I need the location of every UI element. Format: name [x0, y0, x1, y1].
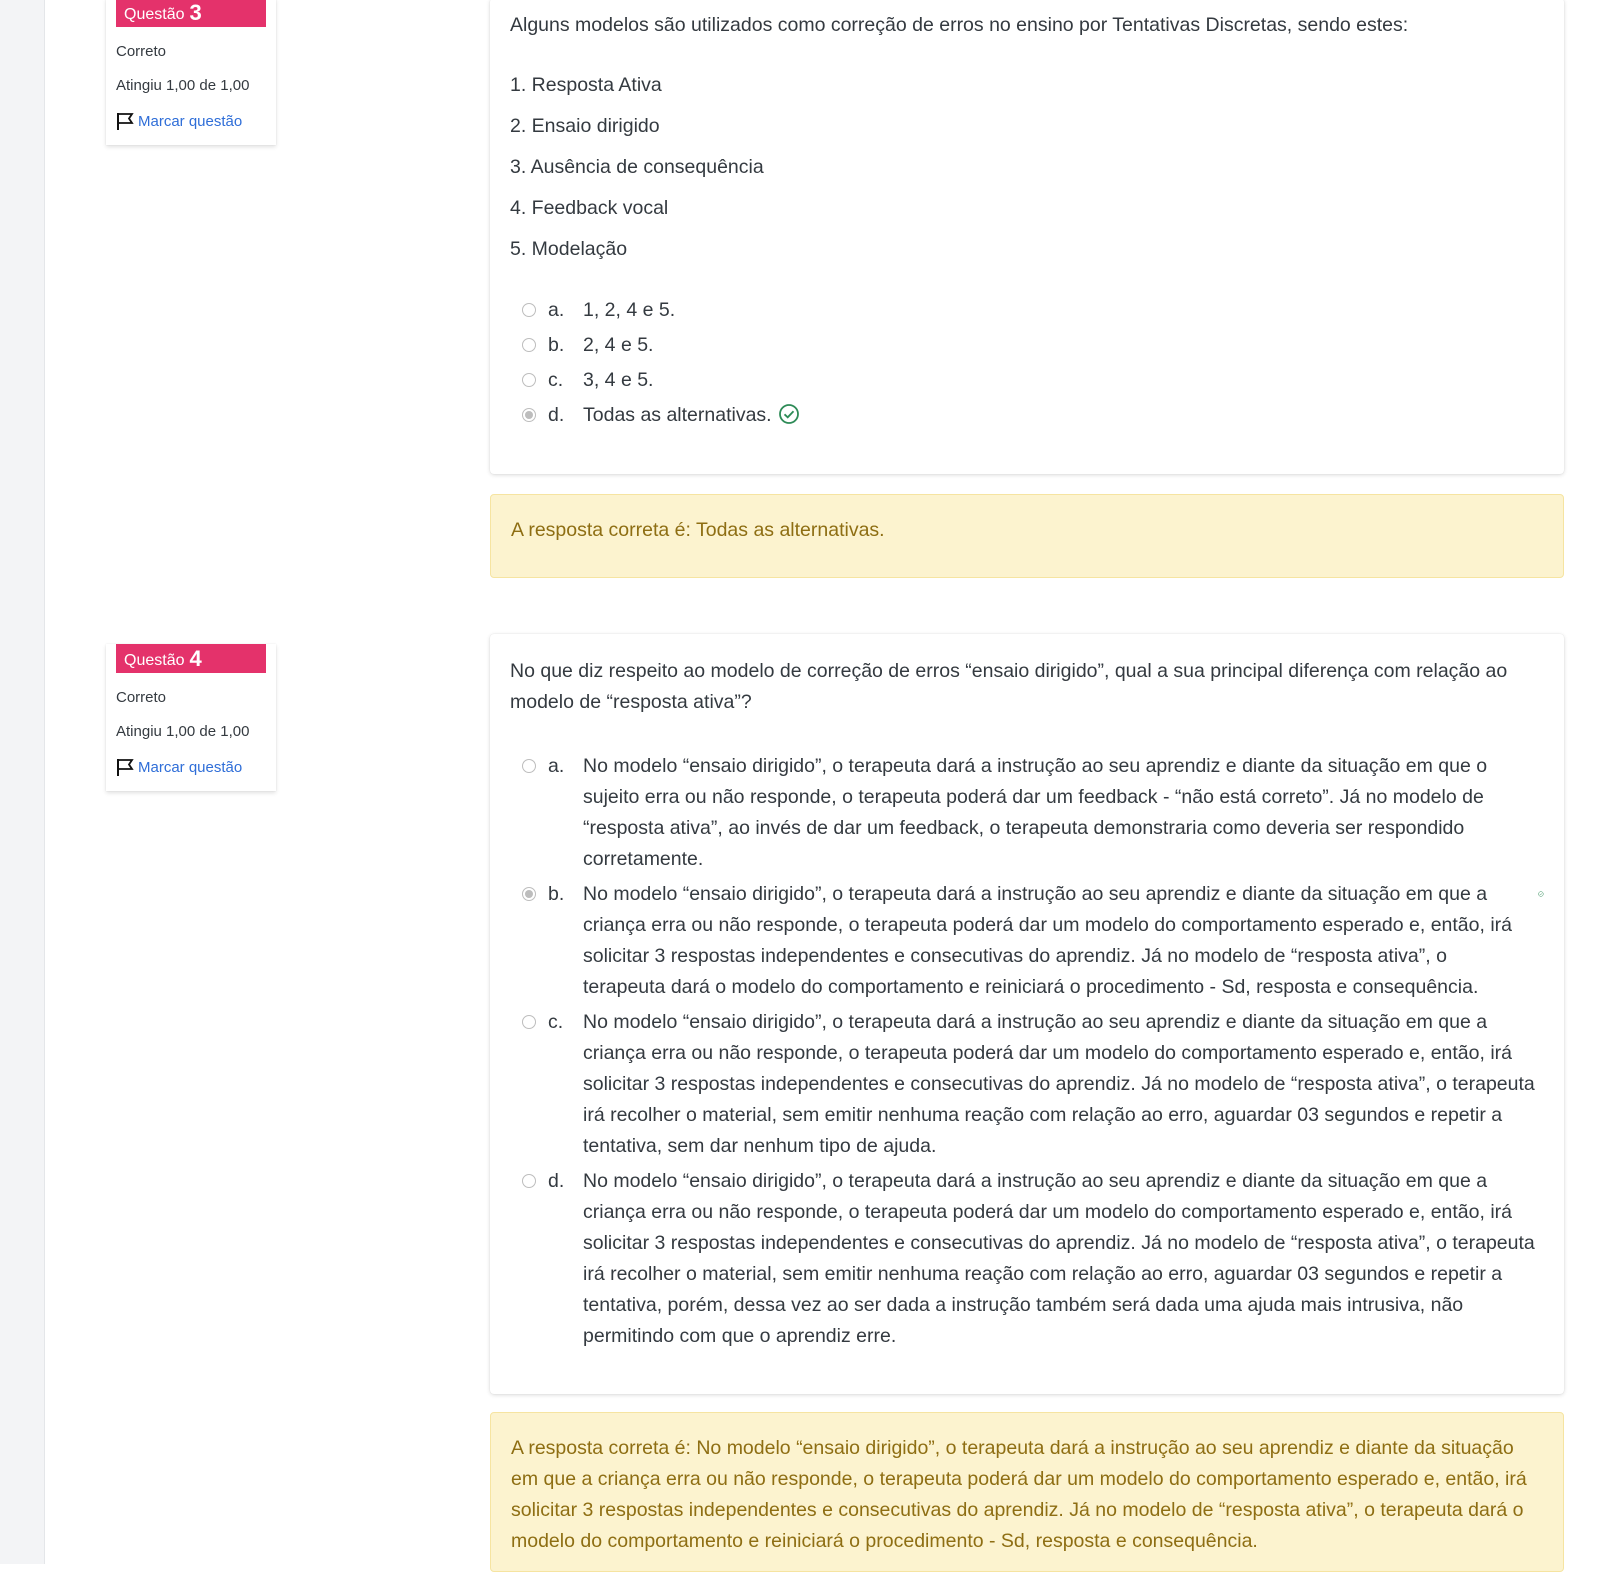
question-3-grade: Atingiu 1,00 de 1,00: [116, 77, 250, 94]
list-item: 4. Feedback vocal: [510, 197, 669, 219]
check-circle-icon: [778, 403, 800, 425]
question-4-badge: [116, 644, 266, 673]
answer-letter: d.: [548, 404, 565, 426]
answer-letter: a.: [548, 299, 565, 321]
answer-text: No modelo “ensaio dirigido”, o terapeuta dará a instrução ao seu aprendiz e diante da situação em que a criança erra ou não responde, o terapeuta poderá dar um modelo do comportamento esperado e, então, irá solicitar 3 respostas independentes e consecutivas do aprendiz. Já no modelo de “resposta ativa”, o terapeuta irá recolher o material, sem emitir nenhuma reação com relação ao erro, aguardar 03 segundos e repetir a tentativa, porém, dessa vez ao ser dada a instrução também será dada uma ajuda mais intrusiva, não permitindo com que o aprendiz erre.: [583, 1170, 1535, 1347]
answer-radio[interactable]: [522, 1015, 536, 1029]
flag-link-label[interactable]: Marcar questão: [138, 758, 243, 776]
answer-text: 3, 4 e 5.: [583, 369, 654, 391]
list-item: 2. Ensaio dirigido: [510, 115, 660, 137]
answer-text: No modelo “ensaio dirigido”, o terapeuta dará a instrução ao seu aprendiz e diante da situação em que o sujeito erra ou não responde, o terapeuta poderá dar um feedback - “não está correto”. Já no modelo de “resposta ativa”, ao invés de dar um feedback, o terapeuta demonstraria como deveria ser respondido corretamente.: [583, 755, 1488, 870]
question-badge-number: 4: [189, 646, 202, 671]
answer-letter: c.: [548, 1011, 564, 1033]
question-3-status: Correto: [116, 43, 167, 60]
answer-option-d[interactable]: [510, 1166, 1544, 1352]
answer-option-b[interactable]: [510, 330, 1544, 361]
question-3-card: [490, 0, 1564, 474]
answer-text: No modelo “ensaio dirigido”, o terapeuta dará a instrução ao seu aprendiz e diante da situação em que a criança erra ou não responde, o terapeuta poderá dar um modelo do comportamento esperado e, então, irá solicitar 3 respostas independentes e consecutivas do aprendiz. Já no modelo de “resposta ativa”, o terapeuta irá recolher o material, sem emitir nenhuma reação com relação ao erro, aguardar 03 segundos e repetir a tentativa, sem dar nenhum tipo de ajuda.: [583, 1011, 1535, 1157]
question-badge-label: Questão: [124, 6, 185, 23]
answer-radio[interactable]: [522, 338, 536, 352]
question-4-text: No que diz respeito ao modelo de correção de erros “ensaio dirigido”, qual a sua principal diferença com relação ao modelo de “resposta ativa”?: [510, 660, 1508, 713]
answer-option-c[interactable]: [510, 365, 1544, 396]
question-3-text: Alguns modelos são utilizados como correção de erros no ensino por Tentativas Discretas, sendo estes:: [510, 14, 1409, 36]
question-4-answers: [510, 751, 1544, 1352]
answer-letter: d.: [548, 1170, 565, 1192]
question-4-info: [106, 644, 276, 791]
question-3-badge: [116, 0, 266, 27]
question-3-feedback: [490, 494, 1564, 578]
question-badge-number: 3: [189, 0, 202, 25]
answer-radio[interactable]: [522, 1174, 536, 1188]
list-item: 5. Modelação: [510, 238, 628, 260]
answer-text: 2, 4 e 5.: [583, 334, 654, 356]
answer-option-a[interactable]: [510, 751, 1544, 875]
answer-option-c[interactable]: [510, 1007, 1544, 1162]
question-4-grade: Atingiu 1,00 de 1,00: [116, 723, 250, 740]
question-3-list: [510, 70, 1544, 265]
question-4-status: Correto: [116, 689, 167, 706]
flag-link-label[interactable]: Marcar questão: [138, 112, 243, 130]
question-badge-label: Questão: [124, 652, 185, 669]
answer-radio-selected[interactable]: [522, 887, 536, 901]
question-3-answers: [510, 295, 1544, 431]
answer-text: 1, 2, 4 e 5.: [583, 299, 676, 321]
answer-text: No modelo “ensaio dirigido”, o terapeuta dará a instrução ao seu aprendiz e diante da situação em que a criança erra ou não responde, o terapeuta poderá dar um modelo do comportamento esperado e, então, irá solicitar 3 respostas independentes e consecutivas do aprendiz. Já no modelo de “resposta ativa”, o terapeuta dará o modelo do comportamento e reiniciará o procedimento - Sd, resposta e consequência.: [583, 883, 1513, 998]
answer-radio-selected[interactable]: [522, 408, 536, 422]
answer-text-wrap: [583, 400, 1544, 431]
answer-option-a[interactable]: [510, 295, 1544, 326]
list-item: 3. Ausência de consequência: [510, 156, 764, 178]
answer-letter: b.: [548, 883, 565, 905]
question-4-feedback: [490, 1412, 1564, 1572]
answer-letter: a.: [548, 755, 565, 777]
answer-radio[interactable]: [522, 759, 536, 773]
answer-letter: b.: [548, 334, 565, 356]
list-item: 1. Resposta Ativa: [510, 74, 662, 96]
feedback-text: A resposta correta é: No modelo “ensaio dirigido”, o terapeuta dará a instrução ao seu aprendiz e diante da situação em que a criança erra ou não responde, o terapeuta poderá dar um modelo do comportamento esperado e, então, irá solicitar 3 respostas independentes e consecutivas do aprendiz. Já no modelo de “resposta ativa”, o terapeuta dará o modelo do comportamento e reiniciará o procedimento - Sd, resposta e consequência.: [511, 1437, 1527, 1552]
answer-text: Todas as alternativas.: [583, 404, 772, 426]
question-4-card: [490, 634, 1564, 1394]
answer-letter: c.: [548, 369, 564, 391]
flag-icon: [116, 111, 134, 131]
question-3-info: [106, 0, 276, 145]
left-page-strip: [0, 0, 45, 1564]
question-4-flag-link[interactable]: [116, 757, 266, 777]
answer-option-d[interactable]: [510, 400, 1544, 431]
answer-option-b[interactable]: [510, 879, 1544, 1003]
check-circle-icon: [1538, 883, 1544, 905]
answer-radio[interactable]: [522, 303, 536, 317]
answer-radio[interactable]: [522, 373, 536, 387]
feedback-text: A resposta correta é: Todas as alternativas.: [511, 519, 885, 541]
question-3-flag-link[interactable]: [116, 111, 266, 131]
flag-icon: [116, 757, 134, 777]
